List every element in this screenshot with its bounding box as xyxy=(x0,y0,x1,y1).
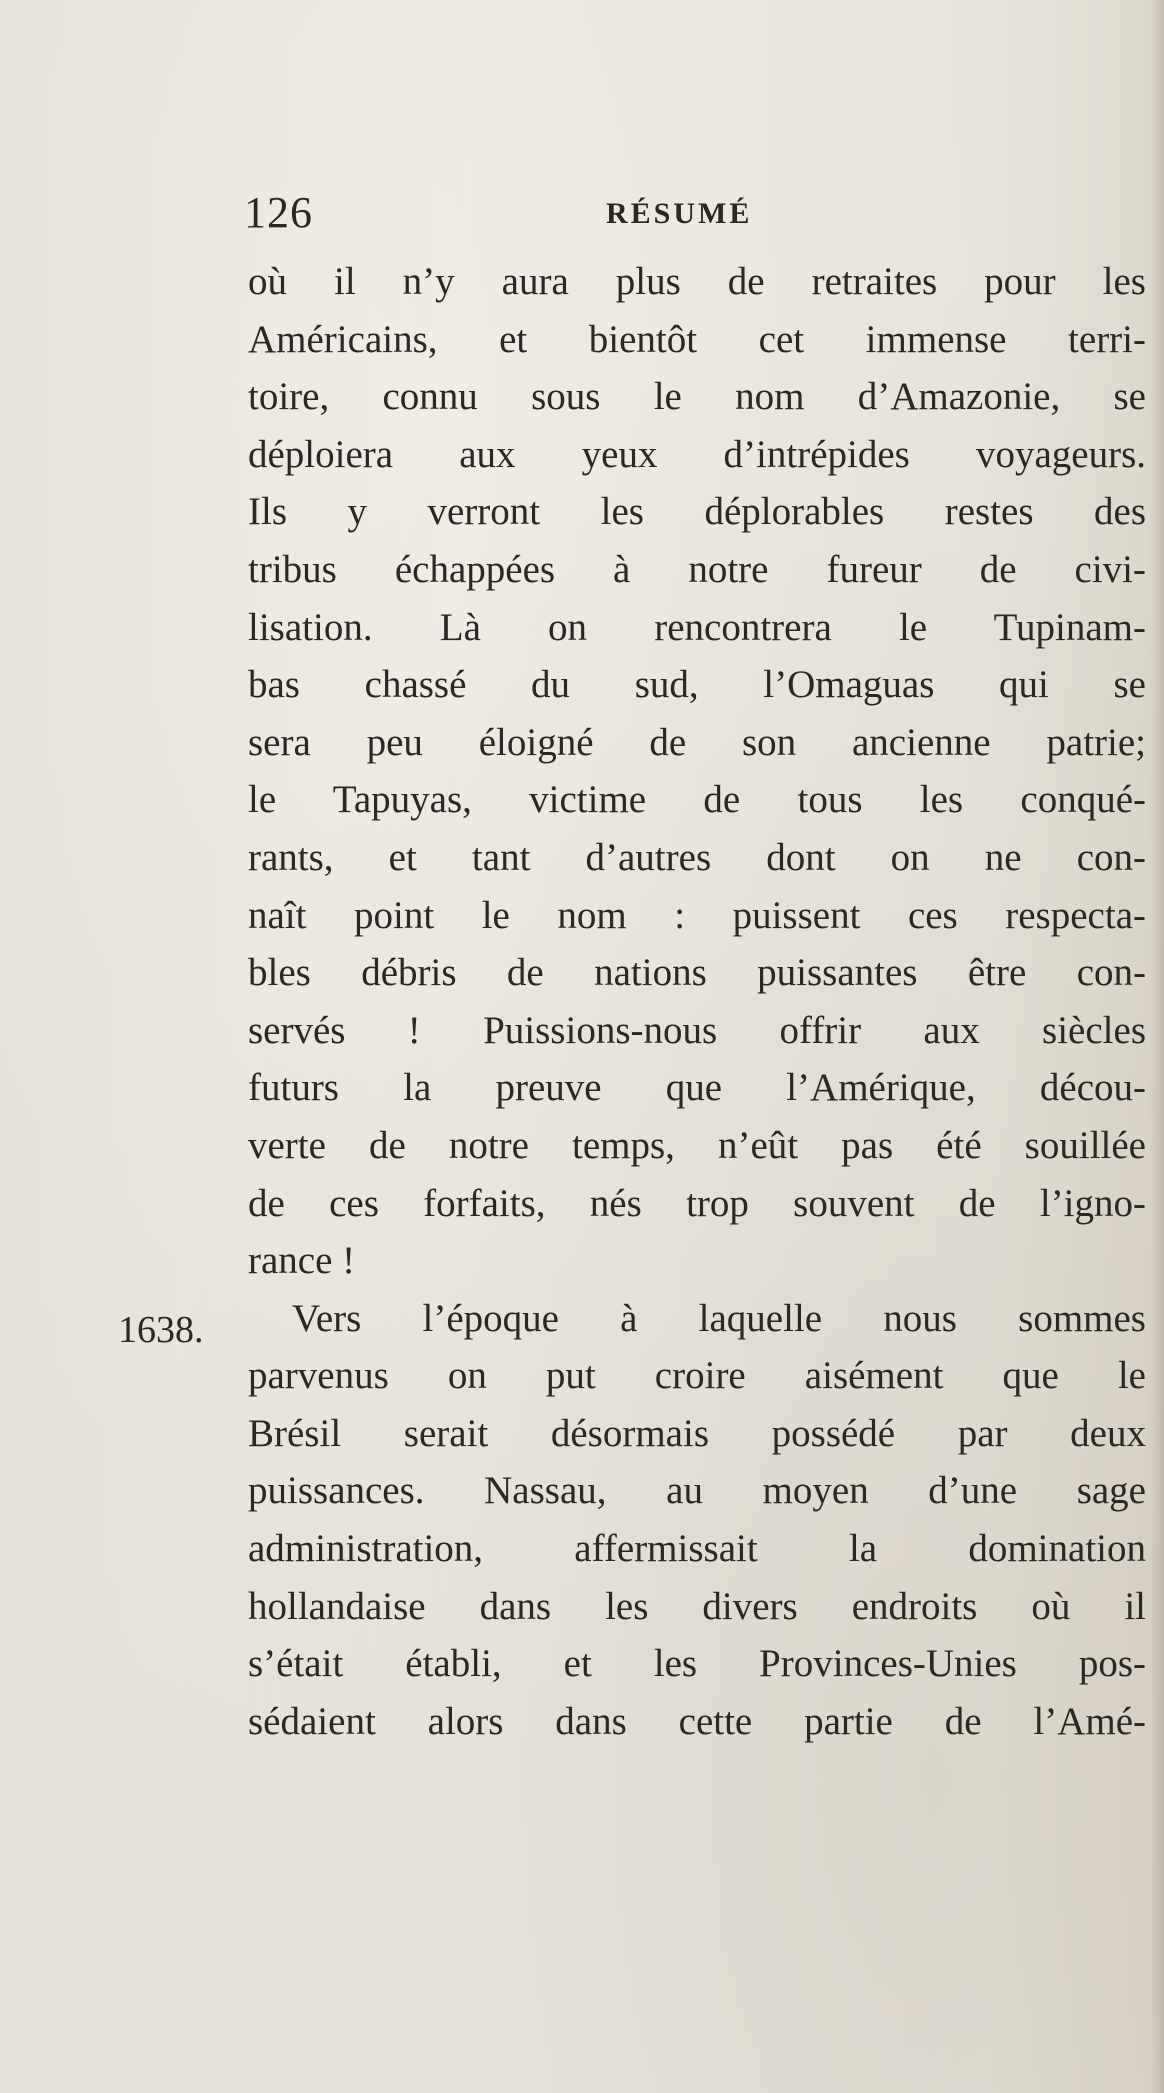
text-line: servés ! Puissions-nous offrir aux siècles xyxy=(248,1008,1146,1052)
page-header xyxy=(244,188,1154,238)
text-line: Brésil serait désormais possédé par deux xyxy=(248,1411,1146,1455)
margin-year-note: 1638. xyxy=(118,1309,204,1351)
text-line: rants, et tant d’autres dont on ne con- xyxy=(248,835,1146,879)
body-text xyxy=(248,253,1146,1750)
text-line: où il n’y aura plus de retraites pour les xyxy=(248,260,1146,303)
text-line: bles débris de nations puissantes être con- xyxy=(248,951,1146,995)
text-line: puissances. Nassau, au moyen d’une sage xyxy=(248,1469,1146,1513)
text-line: le Tapuyas, victime de tous les conqué- xyxy=(248,778,1146,822)
text-line: déploiera aux yeux d’intrépides voyageurs. xyxy=(248,432,1146,476)
text-line: hollandaise dans les divers endroits où il xyxy=(248,1584,1146,1628)
text-line: parvenus on put croire aisément que le xyxy=(248,1354,1146,1398)
text-line: tribus échappées à notre fureur de civi- xyxy=(248,547,1146,591)
text-line: administration, affermissait la domination xyxy=(248,1527,1146,1571)
text-line: futurs la preuve que l’Amérique, décou- xyxy=(248,1066,1146,1110)
text-line: Ils y verront les déplorables restes des xyxy=(248,490,1146,534)
text-line: rance ! xyxy=(248,1239,356,1283)
text-line: de ces forfaits, nés trop souvent de l’igno- xyxy=(248,1181,1146,1225)
text-line: toire, connu sous le nom d’Amazonie, se xyxy=(248,375,1146,419)
text-line: bas chassé du sud, l’Omaguas qui se xyxy=(248,663,1146,707)
page-number: 126 xyxy=(244,188,313,237)
page-edge-shadow xyxy=(1150,0,1164,2093)
text-line: sera peu éloigné de son ancienne patrie; xyxy=(248,720,1146,764)
text-line: verte de notre temps, n’eût pas été souillée xyxy=(248,1123,1146,1167)
text-line: lisation. Là on rencontrera le Tupinam- xyxy=(248,605,1146,649)
running-head: RÉSUMÉ xyxy=(606,197,753,230)
text-line: naît point le nom : puissent ces respecta- xyxy=(248,893,1146,937)
text-line: sédaient alors dans cette partie de l’Amé- xyxy=(248,1699,1146,1743)
text-line: s’était établi, et les Provinces-Unies pos- xyxy=(248,1642,1146,1686)
text-line: Vers l’époque à laquelle nous sommes xyxy=(292,1296,1146,1340)
text-line: Américains, et bientôt cet immense terri- xyxy=(248,317,1146,361)
